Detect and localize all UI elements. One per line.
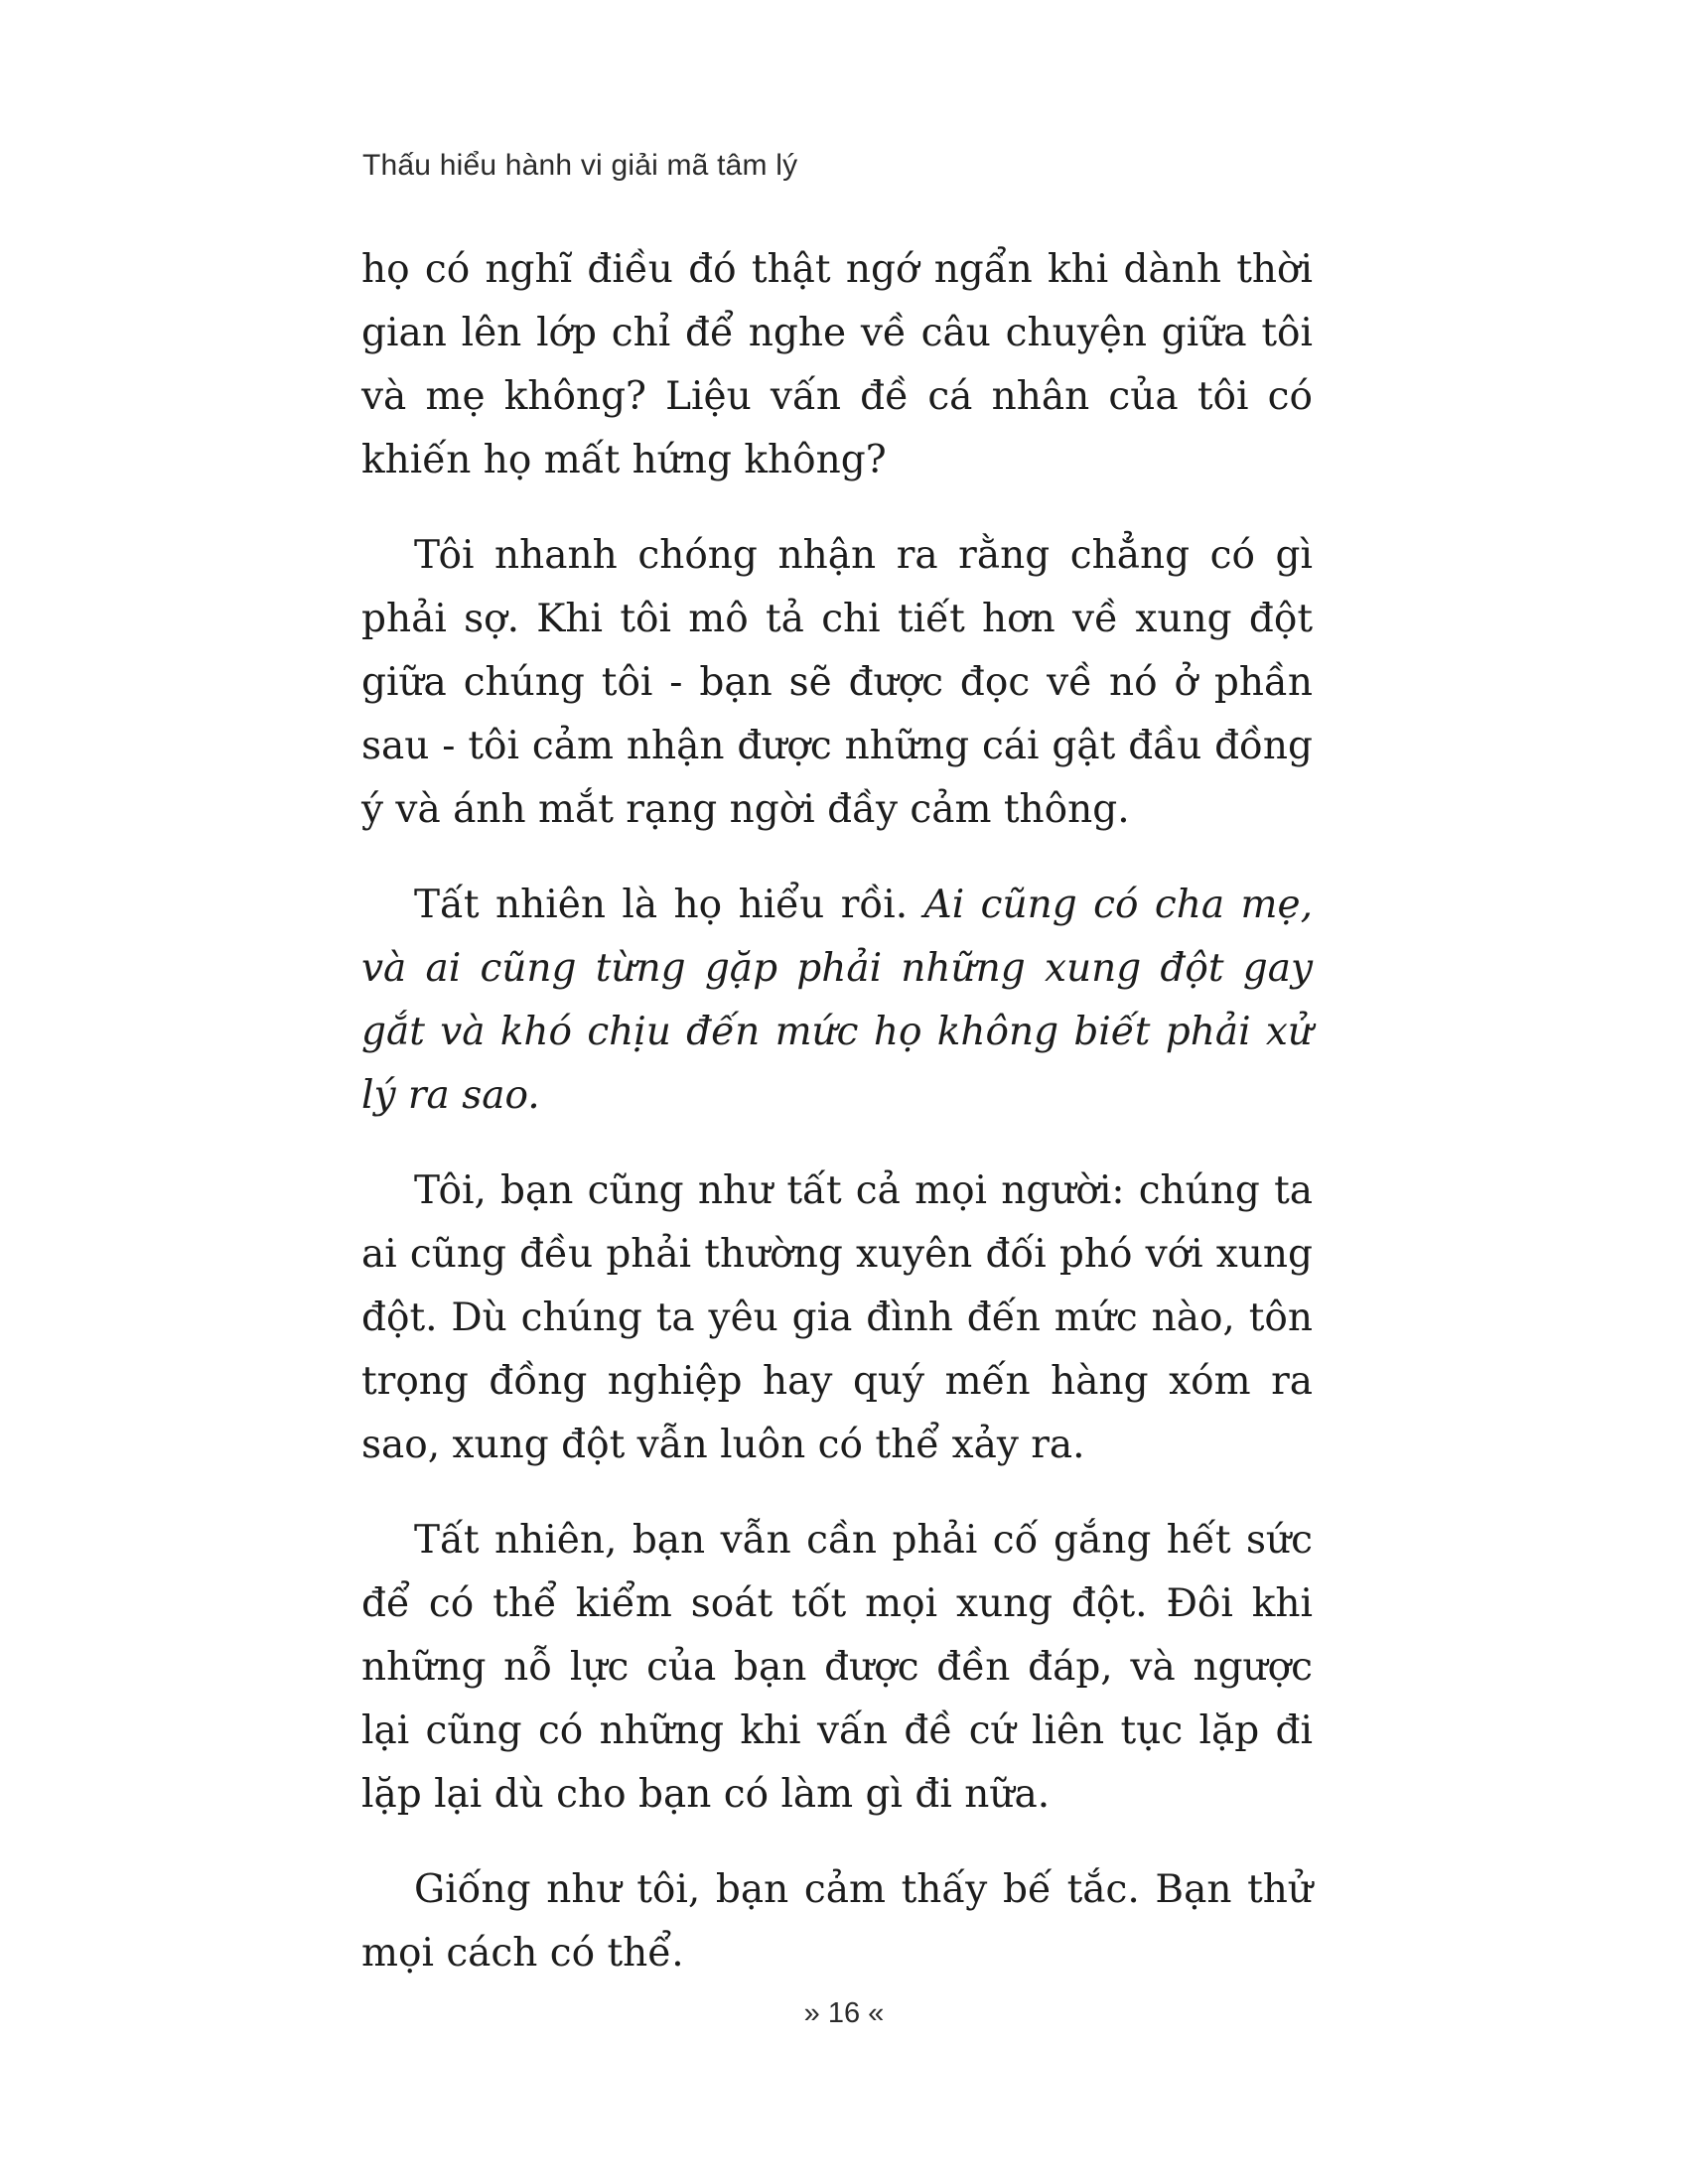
paragraph-lead-text: Tất nhiên là họ hiểu rồi.	[414, 883, 924, 927]
paragraph-with-italic	[361, 874, 1313, 1128]
page-number: » 16 «	[803, 1997, 885, 2029]
paragraph: Giống như tôi, bạn cảm thấy bế tắc. Bạn thử mọi cách có thể.	[361, 1867, 1313, 1976]
paragraph: Tôi, bạn cũng như tất cả mọi người: chúng ta ai cũng đều phải thường xuyên đối phó với xung đột. Dù chúng ta yêu gia đình đến mức nào, tôn trọng đồng nghiệp hay quý mến hàng xóm ra sao, xung đột vẫn luôn có thể xảy ra.	[361, 1168, 1313, 1467]
paragraph: Tôi nhanh chóng nhận ra rằng chẳng có gì phải sợ. Khi tôi mô tả chi tiết hơn về xung đột giữa chúng tôi - bạn sẽ được đọc về nó ở phần sau - tôi cảm nhận được những cái gật đầu đồng ý và ánh mắt rạng ngời đầy cảm thông.	[361, 533, 1313, 832]
italic-emphasis: Ai cũng có cha mẹ, và ai cũng từng gặp phải những xung đột gay gắt và khó chịu đến mức họ không biết phải xử lý ra sao.	[361, 883, 1313, 1118]
paragraph-continued: họ có nghĩ điều đó thật ngớ ngẩn khi dành thời gian lên lớp chỉ để nghe về câu chuyện giữa tôi và mẹ không? Liệu vấn đề cá nhân của tôi có khiến họ mất hứng không?	[361, 247, 1313, 482]
body-text	[361, 238, 1313, 2017]
running-header: Thấu hiểu hành vi giải mã tâm lý	[362, 149, 798, 182]
paragraph: Tất nhiên, bạn vẫn cần phải cố gắng hết sức để có thể kiểm soát tốt mọi xung đột. Đôi khi những nỗ lực của bạn được đền đáp, và ngược lại cũng có những khi vấn đề cứ liên tục lặp đi lặp lại dù cho bạn có làm gì đi nữa.	[361, 1518, 1313, 1817]
